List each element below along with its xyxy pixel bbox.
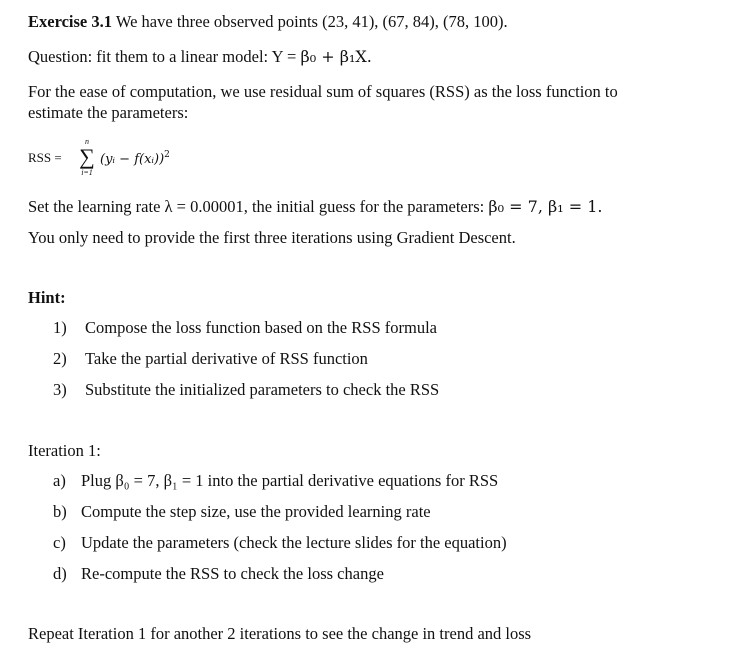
question-line — [28, 47, 372, 67]
question-prefix: Question: fit them to a linear model: Y = — [28, 47, 301, 66]
ease-line-2: estimate the parameters: — [28, 103, 189, 122]
gradient-note: You only need to provide the first three iterations using Gradient Descent. — [28, 228, 516, 247]
learning-rate-line — [28, 197, 603, 217]
sigma-lower-limit: i=1 — [81, 168, 93, 177]
learning-rate-prefix: Set the learning rate λ = 0.00001, the initial guess for the parameters: — [28, 197, 489, 216]
iteration-step-letter: c) — [53, 533, 66, 552]
hint-item-number: 1) — [53, 318, 67, 337]
question-model: β₀ + β₁X. — [300, 47, 372, 66]
exercise-line — [28, 12, 508, 32]
sigma-upper-limit: n — [85, 137, 89, 146]
iteration-step-text: Re-compute the RSS to check the loss change — [81, 564, 384, 583]
rss-formula — [28, 138, 268, 182]
initial-params: β₀ = 7, β₁ = 1. — [488, 197, 603, 216]
exercise-intro: We have three observed points (23, 41), (67, 84), (78, 100). — [112, 12, 508, 31]
summation — [76, 138, 98, 177]
hint-item-number: 2) — [53, 349, 67, 368]
rss-formula-body — [100, 150, 170, 167]
repeat-note: Repeat Iteration 1 for another 2 iterations to see the change in trend and loss — [28, 624, 532, 643]
hint-item-text: Substitute the initialized parameters to check the RSS — [85, 380, 440, 399]
rss-formula-lhs: RSS = — [28, 150, 62, 165]
exercise-heading: Exercise 3.1 — [28, 12, 113, 31]
hint-title: Hint: — [28, 288, 66, 307]
iteration-step-text: Plug β₀ = 7, β₁ = 1 into the partial derivative equations for RSS — [81, 471, 499, 490]
hint-item-text: Take the partial derivative of RSS function — [85, 349, 368, 368]
iteration-step-text: Compute the step size, use the provided learning rate — [81, 502, 431, 521]
iteration-step-letter: a) — [53, 471, 66, 490]
iteration-step-text: Update the parameters (check the lecture slides for the equation) — [81, 533, 507, 552]
iteration-step-letter: b) — [53, 502, 67, 521]
hint-item-number: 3) — [53, 380, 67, 399]
rss-formula-term: (yᵢ − f(xᵢ)) — [100, 152, 165, 167]
iteration-title: Iteration 1: — [28, 441, 101, 460]
ease-line-1: For the ease of computation, we use residual sum of squares (RSS) as the loss function to — [28, 82, 618, 101]
sigma-symbol: ∑ — [79, 144, 95, 169]
rss-formula-power: 2 — [164, 150, 170, 160]
iteration-step-letter: d) — [53, 564, 67, 583]
hint-item-text: Compose the loss function based on the RSS formula — [85, 318, 437, 337]
